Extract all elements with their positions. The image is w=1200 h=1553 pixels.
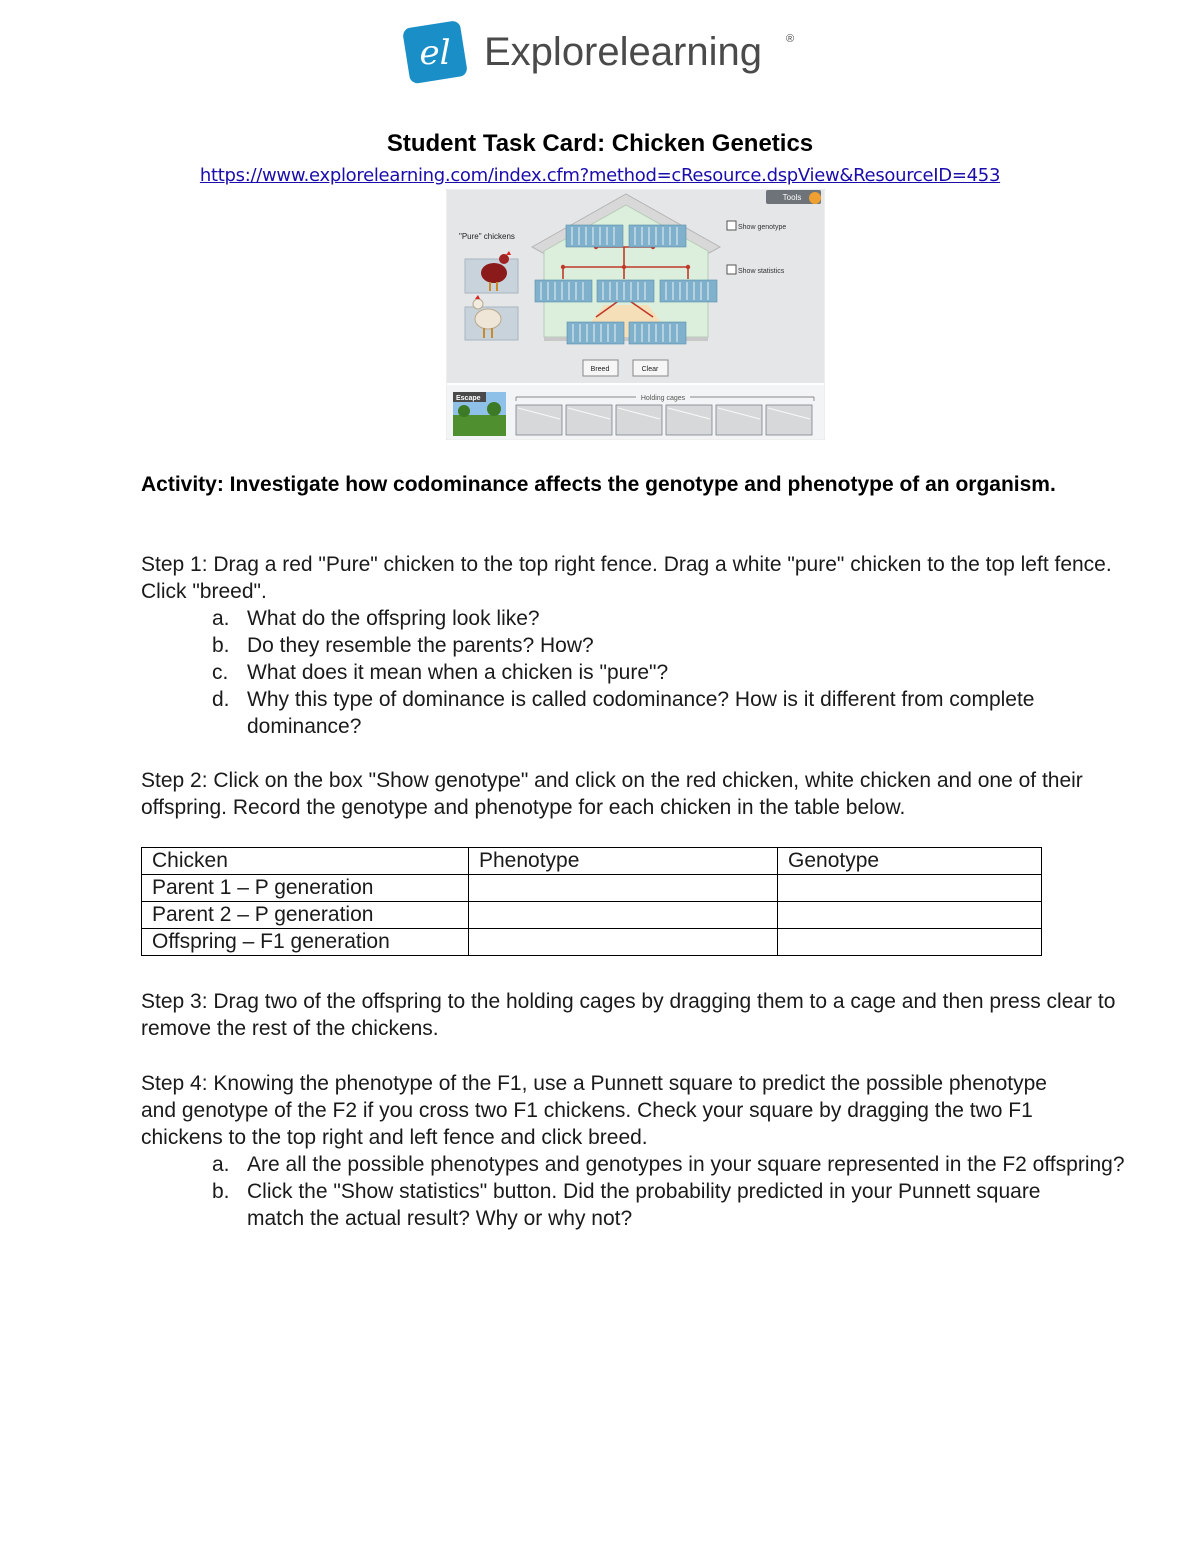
- clear-button-label: Clear: [641, 366, 659, 373]
- pure-chickens-label: "Pure" chickens: [459, 232, 515, 241]
- escape-label: Escape: [456, 395, 481, 402]
- explorelearning-logo: [402, 18, 802, 86]
- header-phenotype: Phenotype: [469, 848, 778, 875]
- tools-label: Tools: [782, 193, 802, 202]
- table-row: [142, 902, 1042, 929]
- table-cell-chicken: Offspring – F1 generation: [142, 929, 469, 956]
- table-row: [142, 929, 1042, 956]
- table-row: [142, 875, 1042, 902]
- logo-mark-text: el: [419, 33, 451, 73]
- step-4-list: [212, 1151, 1127, 1232]
- page-title: Student Task Card: Chicken Genetics: [386, 130, 814, 157]
- holding-cages-label: Holding cages: [640, 395, 686, 402]
- resource-link[interactable]: https://www.explorelearning.com/index.cfm?method=cResource.dspView&ResourceID=453: [199, 165, 1001, 186]
- show-statistics-label: Show statistics: [738, 268, 785, 275]
- logo-brand-text: Explorelearning: [484, 30, 762, 74]
- table-header-row: [142, 848, 1042, 875]
- activity-heading: Activity: Investigate how codominance affects the genotype and phenotype of an organism.: [141, 473, 1056, 496]
- step-2-text: Step 2: Click on the box "Show genotype" and click on the red chicken, white chicken and one of their offspring. Record the genotype and phenotype for each chicken in the table below.: [141, 769, 1083, 819]
- step-4-text: Step 4: Knowing the phenotype of the F1, use a Punnett square to predict the possible phenotype and genotype of the F2 if you cross two F1 chickens. Check your square by dragging the two F1 chickens to the top right and left fence and click breed.: [141, 1072, 1047, 1149]
- table-cell-chicken: Parent 2 – P generation: [142, 902, 469, 929]
- breed-button-label: Breed: [590, 366, 610, 373]
- clear-button[interactable]: [633, 360, 668, 376]
- genetics-table: [141, 847, 1042, 956]
- table-cell-chicken: Parent 1 – P generation: [142, 875, 469, 902]
- tools-icon: [809, 192, 821, 204]
- tools-button[interactable]: [766, 190, 821, 204]
- list-item: b. Do they resemble the parents? How?: [212, 634, 594, 657]
- header-genotype: Genotype: [778, 848, 1042, 875]
- table-cell-phenotype[interactable]: [469, 929, 778, 956]
- step-1-text: Step 1: Drag a red "Pure" chicken to the top right fence. Drag a white "pure" chicken to the top left fence. Click "breed".: [141, 553, 1112, 603]
- step-3-text: Step 3: Drag two of the offspring to the holding cages by dragging them to a cage and then press clear to remove the rest of the chickens.: [141, 990, 1116, 1040]
- registered-mark: ®: [786, 33, 795, 45]
- list-item: a. What do the offspring look like?: [212, 607, 540, 630]
- table-cell-genotype[interactable]: [778, 902, 1042, 929]
- table-cell-phenotype[interactable]: [469, 902, 778, 929]
- list-item: d. Why this type of dominance is called codominance? How is it different from complete dominance?: [212, 688, 1035, 738]
- table-cell-genotype[interactable]: [778, 929, 1042, 956]
- table-cell-genotype[interactable]: [778, 875, 1042, 902]
- show-genotype-label: Show genotype: [738, 224, 787, 231]
- list-item: c. What does it mean when a chicken is "pure"?: [212, 661, 669, 684]
- gizmo-screenshot: [446, 189, 825, 440]
- table-cell-phenotype[interactable]: [469, 875, 778, 902]
- step-1-list: [212, 605, 1127, 740]
- list-item: a. Are all the possible phenotypes and genotypes in your square represented in the F2 offspring?: [212, 1153, 1125, 1176]
- list-item: b. Click the "Show statistics" button. Did the probability predicted in your Punnett square match the actual result? Why or why not?: [212, 1180, 1041, 1230]
- escape-area[interactable]: [453, 392, 506, 436]
- header-chicken: Chicken: [142, 848, 469, 875]
- breed-button[interactable]: [583, 360, 618, 376]
